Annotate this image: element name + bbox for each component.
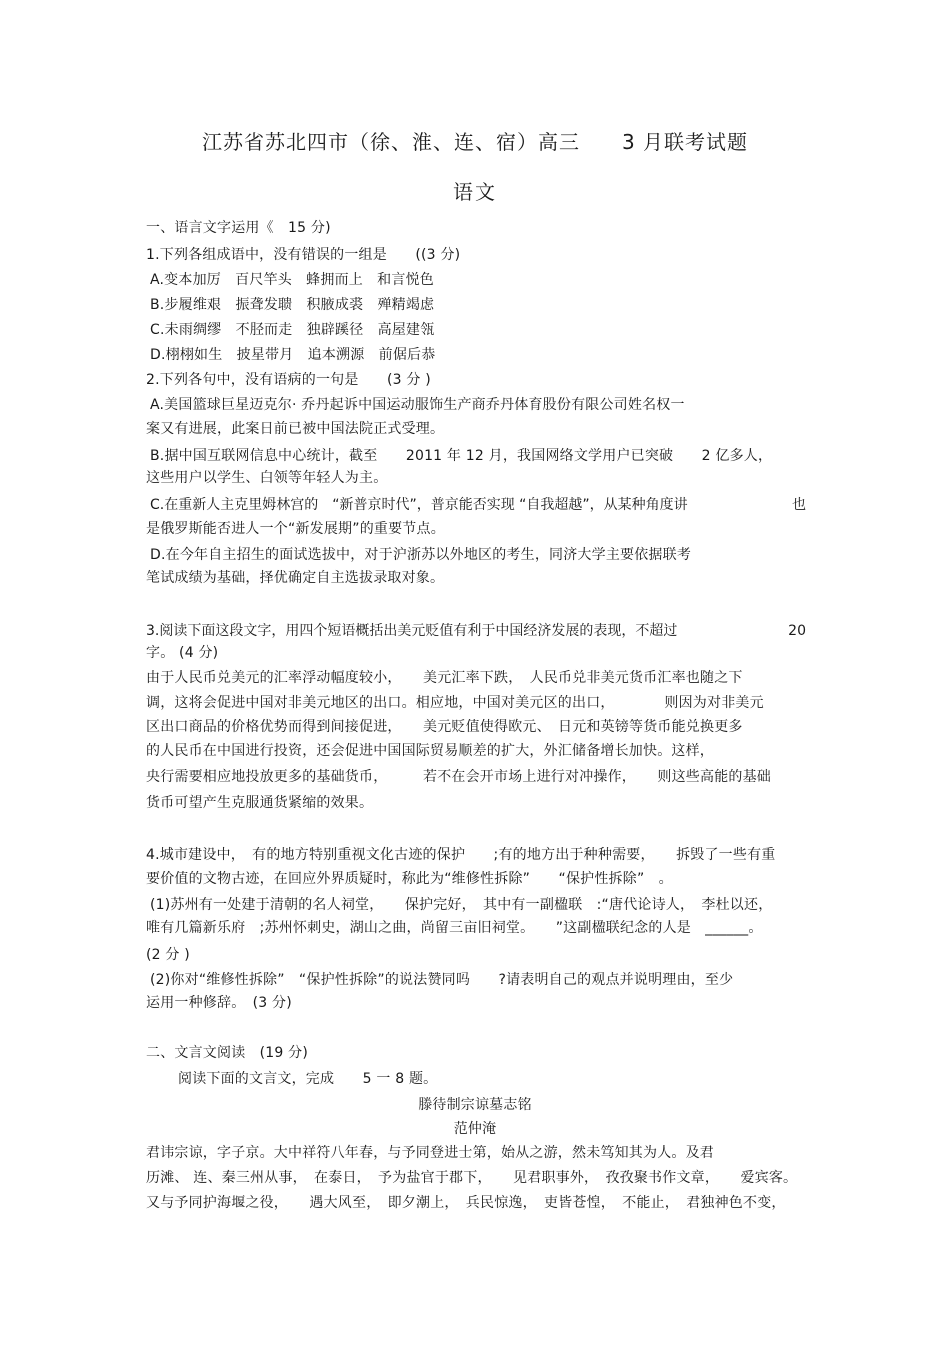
question-2: 2.下列各句中，没有语病的一句是 (3 分 ) [146, 372, 431, 388]
q1-option-a: A.变本加厉 百尺竿头 蜂拥而上 和言悦色 [150, 272, 434, 288]
essay-line-2: 历滩、 连、秦三州从事， 在泰日， 予为盐官于郡下， 见君职事外， 孜孜聚书作文章， 爱宾客。 [146, 1170, 798, 1186]
essay-line-3: 又与予同护海堰之役， 遇大风至， 即夕潮上， 兵民惊逸， 吏皆苍惶， 不能止， 君独神色不变， [146, 1195, 786, 1211]
question-1: 1.下列各组成语中，没有错误的一组是 ((3 分) [146, 247, 461, 263]
essay-author: 范仲淹 [453, 1121, 497, 1137]
page-title: 江苏省苏北四市（徐、淮、连、宿）高三 3 月联考试题 [201, 130, 749, 154]
essay-title: 滕待制宗谅墓志铭 [418, 1097, 532, 1113]
q2-option-b-line2: 这些用户以学生、白领等年轻人为主。 [146, 470, 388, 486]
passage-line-6: 货币可望产生克服通货紧缩的效果。 [146, 795, 374, 811]
q2-option-d-line1: D.在今年自主招生的面试选拔中，对于沪浙苏以外地区的考生，同济大学主要依据联考 [150, 547, 692, 563]
q4-part2-line2: 运用一种修辞。 (3 分) [146, 995, 292, 1011]
q2-option-c-end: 也 [792, 497, 806, 513]
passage-line-2: 调，这将会促进中国对非美元地区的出口。相应地，中国对美元区的出口， 则因为对非美元 [146, 695, 764, 711]
q1-option-c: C.未雨绸缪 不胫而走 独辟蹊径 高屋建瓴 [150, 322, 435, 338]
question-4-line1: 4.城市建设中， 有的地方特别重视文化古迹的保护 ;有的地方出于种种需要， 拆毁了一些有重 [146, 847, 776, 863]
q2-option-c-text: C.在重新人主克里姆林宫的 “新普京时代”，普京能否实现 “自我超越”，从某种角度讲 [150, 497, 688, 513]
question-3-score: 字。 (4 分) [146, 645, 219, 661]
q4-part1-line1: (1)苏州有一处建于清朝的名人祠堂， 保护完好， 其中有一副楹联 :“唐代论诗人， 李杜以还， [150, 897, 773, 913]
q2-option-c-line1 [150, 495, 806, 515]
question-3 [146, 621, 806, 641]
passage-line-3: 区出口商品的价格优势而得到间接促进， 美元贬值使得欧元、 日元和英镑等货币能兑换更多 [146, 719, 743, 735]
q1-option-d: D.栩栩如生 披星带月 追本溯源 前倨后恭 [150, 347, 436, 363]
question-3-limit: 20 [788, 623, 806, 639]
q2-option-b-line1: B.据中国互联网信息中心统计，截至 2011 年 12 月，我国网络文学用户已突破 2 亿多人， [150, 448, 773, 464]
q4-part1-score: (2 分 ) [146, 947, 190, 963]
section-heading-2: 二、文言文阅读 (19 分) [146, 1045, 308, 1061]
section-heading: 一、语言文字运用《 15 分) [146, 220, 331, 236]
q1-option-b: B.步履维艰 振聋发聩 积腋成裘 殚精竭虑 [150, 297, 435, 313]
passage-line-1: 由于人民币兑美元的汇率浮动幅度较小， 美元汇率下跌， 人民币兑非美元货币汇率也随之下 [146, 670, 743, 686]
q4-part2-line1: (2)你对“维修性拆除” “保护性拆除”的说法赞同吗 ?请表明自己的观点并说明理由，至少 [150, 972, 734, 988]
passage-line-4: 的人民币在中国进行投资，还会促进中国国际贸易顺差的扩大，外汇储备增长加快。这样， [146, 743, 714, 759]
q2-option-d-line2: 笔试成绩为基础，择优确定自主选拔录取对象。 [146, 570, 445, 586]
passage-line-5: 央行需要相应地投放更多的基础货币， 若不在会开市场上进行对冲操作， 则这些高能的基础 [146, 769, 771, 785]
q2-option-c-line2: 是俄罗斯能否进人一个“新发展期”的重要节点。 [146, 521, 445, 537]
question-4-line2: 要价值的文物古迹，在回应外界质疑时，称此为“维修性拆除” “保护性拆除” 。 [146, 871, 673, 887]
question-3-text: 3.阅读下面这段文字，用四个短语概括出美元贬值有利于中国经济发展的表现，不超过 [146, 623, 678, 639]
section-2-instruction: 阅读下面的文言文，完成 5 一 8 题。 [178, 1071, 438, 1087]
q2-option-a-line1: A.美国篮球巨星迈克尔· 乔丹起诉中国运动服饰生产商乔丹体育股份有限公司姓名权一 [150, 397, 685, 413]
subject-title: 语文 [453, 180, 497, 204]
q2-option-a-line2: 案又有进展，此案日前已被中国法院正式受理。 [146, 421, 445, 437]
q4-part1-line2: 唯有几篇新乐府 ;苏州怀刺史，湖山之曲，尚留三亩旧祠堂。 ”这副楹联纪念的人是 ______。 [146, 920, 763, 936]
essay-line-1: 君讳宗谅，字子京。大中祥符八年春，与予同登进士第，始从之游，然未笃知其为人。及君 [146, 1145, 714, 1161]
